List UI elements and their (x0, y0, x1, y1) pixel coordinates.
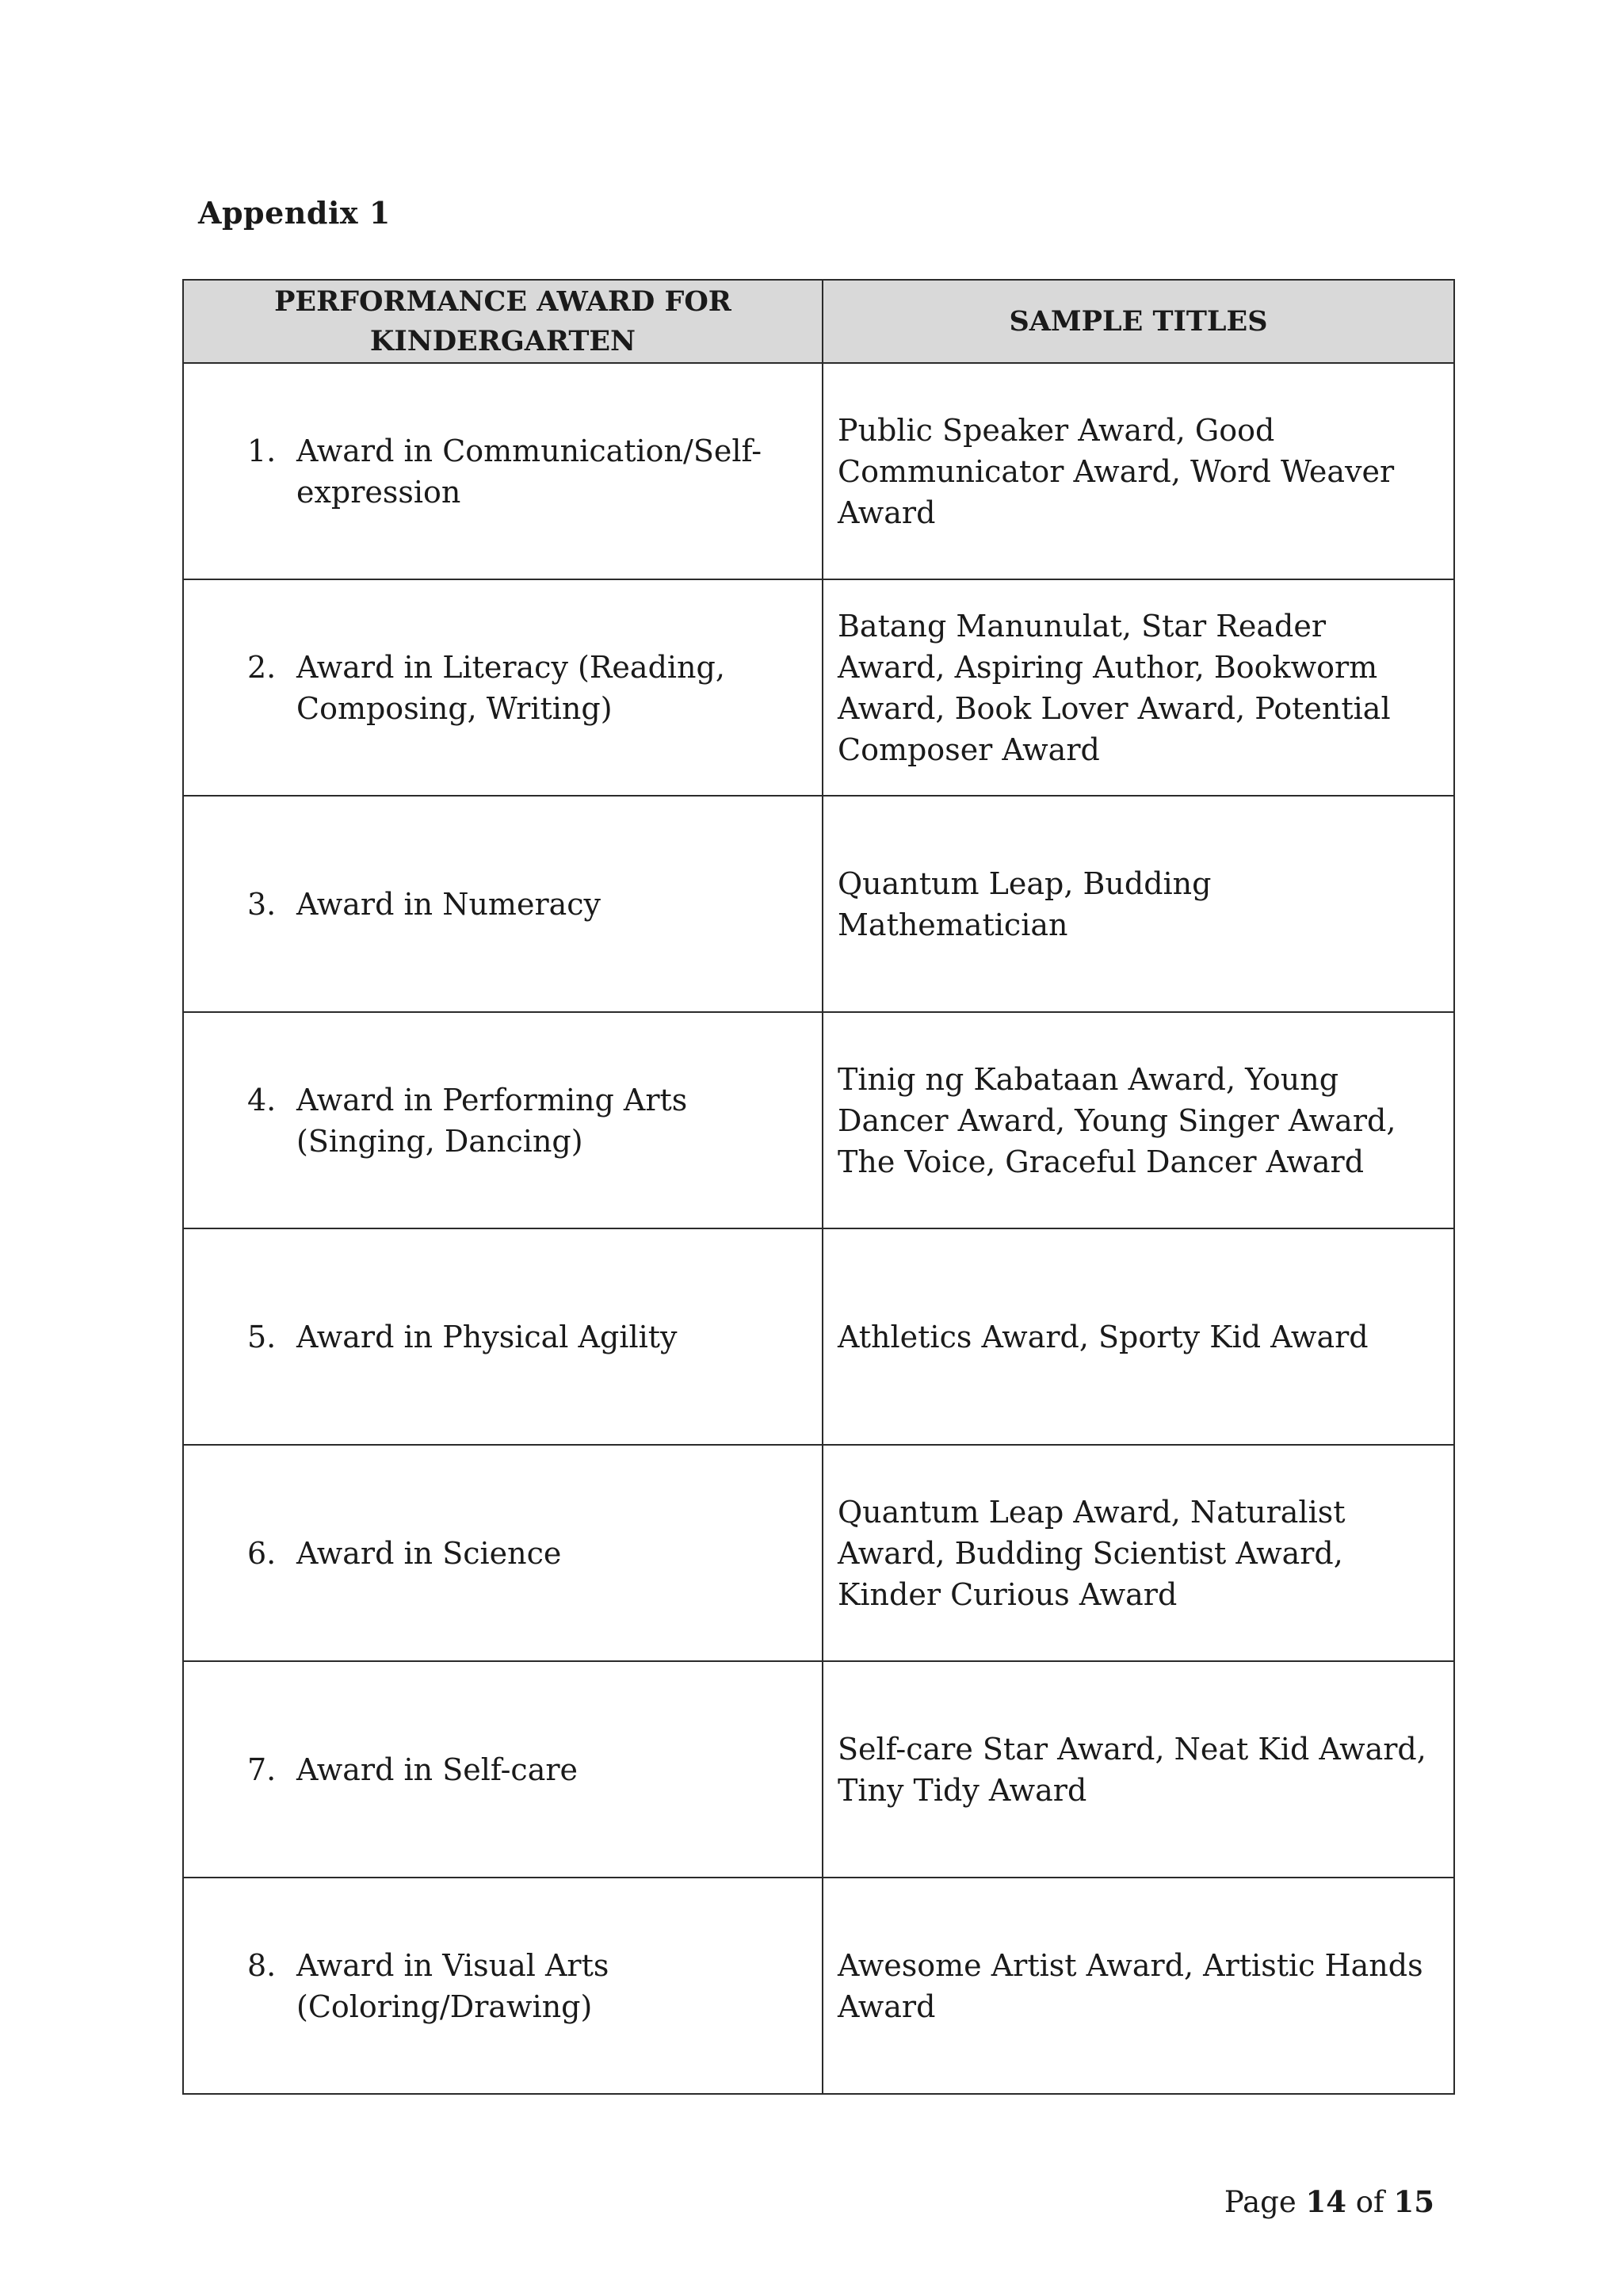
award-name: Award in Science (296, 1535, 562, 1571)
table-row (183, 1228, 1454, 1445)
award-item (247, 430, 790, 513)
award-number: 4. (247, 1082, 277, 1117)
award-item (247, 1945, 790, 2027)
table-row (183, 796, 1454, 1012)
award-number: 1. (247, 433, 277, 468)
award-item (247, 1749, 790, 1790)
award-number: 8. (247, 1947, 277, 1983)
sample-titles-cell: Tinig ng Kabataan Award, Young Dancer Award, Young Singer Award, The Voice, Graceful Dancer Award (823, 1012, 1454, 1228)
sample-titles-cell: Athletics Award, Sporty Kid Award (823, 1228, 1454, 1445)
award-number: 2. (247, 649, 277, 685)
page-current: 14 (1305, 2184, 1346, 2219)
award-name: Award in Communication/Self-expression (296, 433, 762, 510)
award-number: 6. (247, 1535, 277, 1571)
header-row (183, 280, 1454, 363)
award-item (247, 1533, 790, 1574)
table-body (183, 363, 1454, 2094)
page-number (1224, 2184, 1434, 2219)
page-total: 15 (1393, 2184, 1434, 2219)
award-cell (183, 579, 823, 796)
page-of: of (1355, 2185, 1384, 2219)
award-name: Award in Visual Arts (Coloring/Drawing) (296, 1947, 609, 2024)
award-number: 3. (247, 886, 277, 922)
award-cell (183, 1228, 823, 1445)
sample-titles-cell: Quantum Leap Award, Naturalist Award, Budding Scientist Award, Kinder Curious Award (823, 1445, 1454, 1661)
award-cell (183, 796, 823, 1012)
award-number: 5. (247, 1319, 277, 1354)
award-item (247, 884, 790, 925)
award-name: Award in Self-care (296, 1752, 579, 1787)
award-item (247, 1316, 790, 1358)
awards-table (182, 279, 1455, 2095)
table-row (183, 1661, 1454, 1878)
award-name: Award in Literacy (Reading, Composing, Writing) (296, 649, 725, 726)
table-header (183, 280, 1454, 363)
award-cell (183, 363, 823, 579)
award-cell (183, 1661, 823, 1878)
table-row (183, 1878, 1454, 2094)
award-cell (183, 1445, 823, 1661)
sample-titles-cell: Public Speaker Award, Good Communicator Award, Word Weaver Award (823, 363, 1454, 579)
award-cell (183, 1878, 823, 2094)
header-titles: SAMPLE TITLES (823, 280, 1454, 363)
sample-titles-cell: Self-care Star Award, Neat Kid Award, Tiny Tidy Award (823, 1661, 1454, 1878)
table-row (183, 1445, 1454, 1661)
award-number: 7. (247, 1752, 277, 1787)
header-award: PERFORMANCE AWARD FOR KINDERGARTEN (183, 280, 823, 363)
sample-titles-cell: Quantum Leap, Budding Mathematician (823, 796, 1454, 1012)
award-cell (183, 1012, 823, 1228)
appendix-heading: Appendix 1 (198, 195, 391, 231)
sample-titles-cell: Awesome Artist Award, Artistic Hands Award (823, 1878, 1454, 2094)
table-row (183, 579, 1454, 796)
award-name: Award in Physical Agility (296, 1319, 678, 1354)
table-row (183, 363, 1454, 579)
award-name: Award in Numeracy (296, 886, 601, 922)
award-item (247, 1079, 790, 1162)
table-row (183, 1012, 1454, 1228)
page-label: Page (1224, 2185, 1296, 2219)
award-name: Award in Performing Arts (Singing, Dancing) (296, 1082, 688, 1159)
award-item (247, 647, 790, 729)
sample-titles-cell: Batang Manunulat, Star Reader Award, Aspiring Author, Bookworm Award, Book Lover Award, Potential Composer Award (823, 579, 1454, 796)
